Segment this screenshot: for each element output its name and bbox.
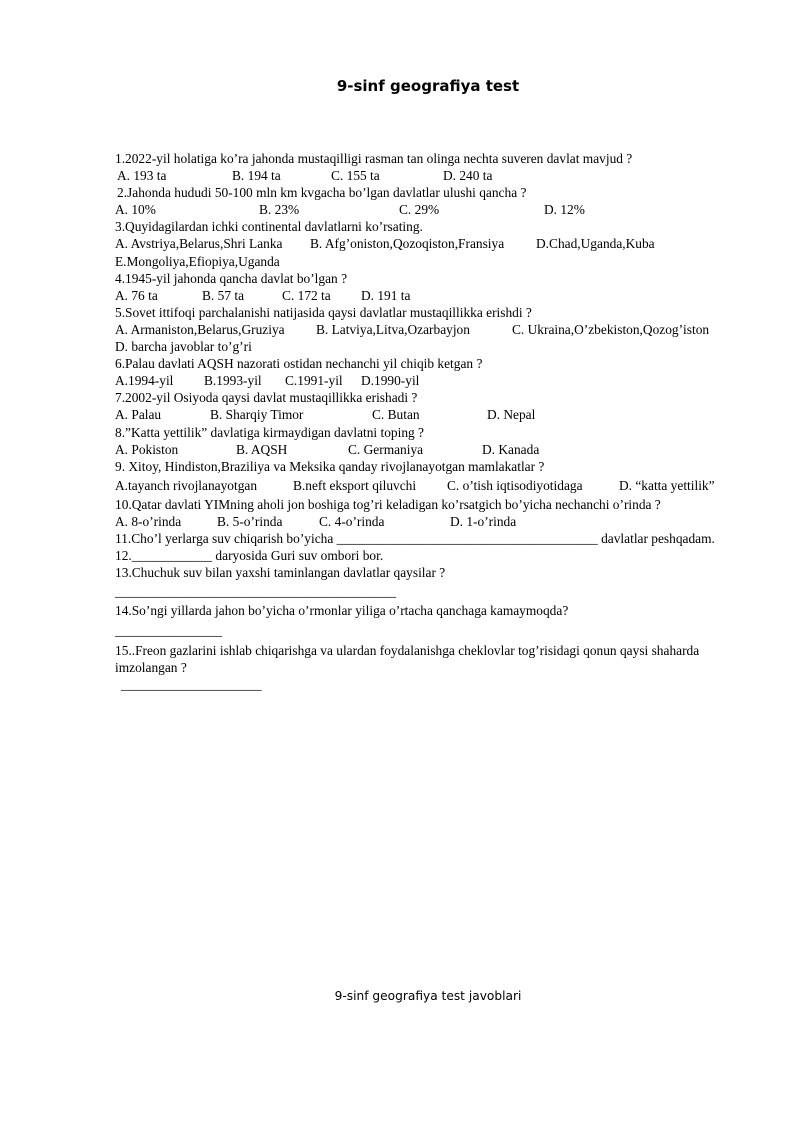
question-14: 14.So’ngi yillarda jahon bo’yicha o’rmonlar yiliga o’rtacha qanchaga kamaymoqda? bbox=[115, 603, 569, 619]
answer-option-e: E.Mongoliya,Efiopiya,Uganda bbox=[115, 253, 280, 269]
option-b: B.neft eksport qiluvchi bbox=[293, 477, 417, 493]
test-content bbox=[115, 150, 755, 693]
option-b: B. 194 ta bbox=[232, 168, 281, 184]
answer-options-5 bbox=[115, 321, 755, 338]
question-3: 3.Quyidagilardan ichki continental davlatlarni ko’rsating. bbox=[115, 219, 423, 235]
answer-option-d: D. barcha javoblar to’g’ri bbox=[115, 339, 252, 355]
answer-blank-13: __________________________________________ bbox=[115, 584, 397, 600]
option-a: A. Avstriya,Belarus,Shri Lanka bbox=[115, 236, 283, 252]
option-d: D. Nepal bbox=[487, 407, 536, 423]
option-c: C.1991-yil bbox=[285, 373, 343, 389]
option-b: B. 57 ta bbox=[202, 287, 245, 303]
answers-heading: 9-sinf geografiya test javoblari bbox=[334, 989, 522, 1003]
answer-blank-14: ________________ bbox=[115, 622, 223, 638]
option-d: D. “katta yettilik” bbox=[619, 477, 715, 493]
answer-options-9 bbox=[115, 477, 755, 494]
option-b: B. 5-o’rinda bbox=[217, 513, 283, 529]
question-6: 6.Palau davlati AQSH nazorati ostidan nechanchi yil chiqib ketgan ? bbox=[115, 356, 483, 372]
option-a: A. Pokiston bbox=[115, 441, 179, 457]
option-c: D.Chad,Uganda,Kuba bbox=[536, 236, 655, 252]
option-d: D. Kanada bbox=[482, 441, 540, 457]
option-d: D.1990-yil bbox=[361, 373, 420, 389]
option-b: B. Afg’oniston,Qozoqiston,Fransiya bbox=[310, 236, 505, 252]
question-11: 11.Cho’l yerlarga suv chiqarish bo’yicha _______________________________________ davlatlar peshqadam. bbox=[115, 531, 715, 547]
option-a: A. Armaniston,Belarus,Gruziya bbox=[115, 321, 285, 337]
option-a: A. 193 ta bbox=[117, 168, 167, 184]
option-c: C. Ukraina,O’zbekiston,Qozog’iston bbox=[512, 321, 710, 337]
question-10: 10.Qatar davlati YIMning aholi jon boshiga tog’ri keladigan ko’rsatgich bo’yicha nechanchi o’rinda ? bbox=[115, 496, 661, 512]
question-12: 12.____________ daryosida Guri suv ombori bor. bbox=[115, 548, 384, 564]
option-d: D. 240 ta bbox=[443, 168, 493, 184]
answer-options-4 bbox=[115, 287, 755, 304]
option-d: D. 12% bbox=[544, 202, 585, 218]
answer-blank-15: _____________________ bbox=[121, 676, 262, 692]
option-a: A. 8-o’rinda bbox=[115, 513, 182, 529]
option-d: D. 1-o’rinda bbox=[450, 513, 517, 529]
option-a: A.1994-yil bbox=[115, 373, 174, 389]
option-a: A. 10% bbox=[115, 202, 156, 218]
option-c: C. Germaniya bbox=[348, 441, 424, 457]
page-title: 9-sinf geografiya test bbox=[336, 77, 520, 95]
answer-options-1 bbox=[115, 167, 755, 184]
option-c: C. 172 ta bbox=[282, 287, 331, 303]
option-c: C. Butan bbox=[372, 407, 420, 423]
question-2: 2.Jahonda hududi 50-100 mln km kvgacha bo’lgan davlatlar ulushi qancha ? bbox=[117, 185, 527, 201]
question-15: 15..Freon gazlarini ishlab chiqarishga va ulardan foydalanishga cheklovlar tog’risidagi qonun qaysi shaharda imzolangan ? bbox=[115, 642, 700, 675]
question-13: 13.Chuchuk suv bilan yaxshi taminlangan davlatlar qaysilar ? bbox=[115, 565, 446, 581]
option-a: A.tayanch rivojlanayotgan bbox=[115, 477, 258, 493]
answer-options-2 bbox=[115, 201, 755, 218]
question-1: 1.2022-yil holatiga ko’ra jahonda mustaqilligi rasman tan olinga nechta suveren davlat mavjud ? bbox=[115, 151, 633, 166]
answer-options-7 bbox=[115, 406, 755, 423]
option-b: B. AQSH bbox=[236, 441, 288, 457]
question-4: 4.1945-yil jahonda qancha davlat bo’lgan ? bbox=[115, 270, 348, 286]
answer-options-3 bbox=[115, 235, 755, 252]
option-c: C. 4-o’rinda bbox=[319, 513, 385, 529]
option-c: C. 155 ta bbox=[331, 168, 380, 184]
option-b: B. Latviya,Litva,Ozarbayjon bbox=[316, 321, 470, 337]
option-d: D. 191 ta bbox=[361, 287, 411, 303]
answer-options-8 bbox=[115, 441, 755, 458]
question-7: 7.2002-yil Osiyoda qaysi davlat mustaqillikka erishadi ? bbox=[115, 390, 418, 406]
option-b: B.1993-yil bbox=[204, 373, 262, 389]
option-a: A. Palau bbox=[115, 407, 162, 423]
option-a: A. 76 ta bbox=[115, 287, 158, 303]
answer-options-6 bbox=[115, 372, 755, 389]
option-c: C. o’tish iqtisodiyotidaga bbox=[447, 477, 583, 493]
question-9: 9. Xitoy, Hindiston,Braziliya va Meksika qanday rivojlanayotgan mamlakatlar ? bbox=[115, 458, 545, 474]
option-b: B. Sharqiy Timor bbox=[210, 407, 304, 423]
question-5: 5.Sovet ittifoqi parchalanishi natijasida qaysi davlatlar mustaqillikka erishdi ? bbox=[115, 304, 532, 320]
question-8: 8.”Katta yettilik” davlatiga kirmaydigan davlatni toping ? bbox=[115, 424, 425, 440]
option-c: C. 29% bbox=[399, 202, 440, 218]
option-b: B. 23% bbox=[259, 202, 300, 218]
answer-options-10 bbox=[115, 513, 755, 530]
